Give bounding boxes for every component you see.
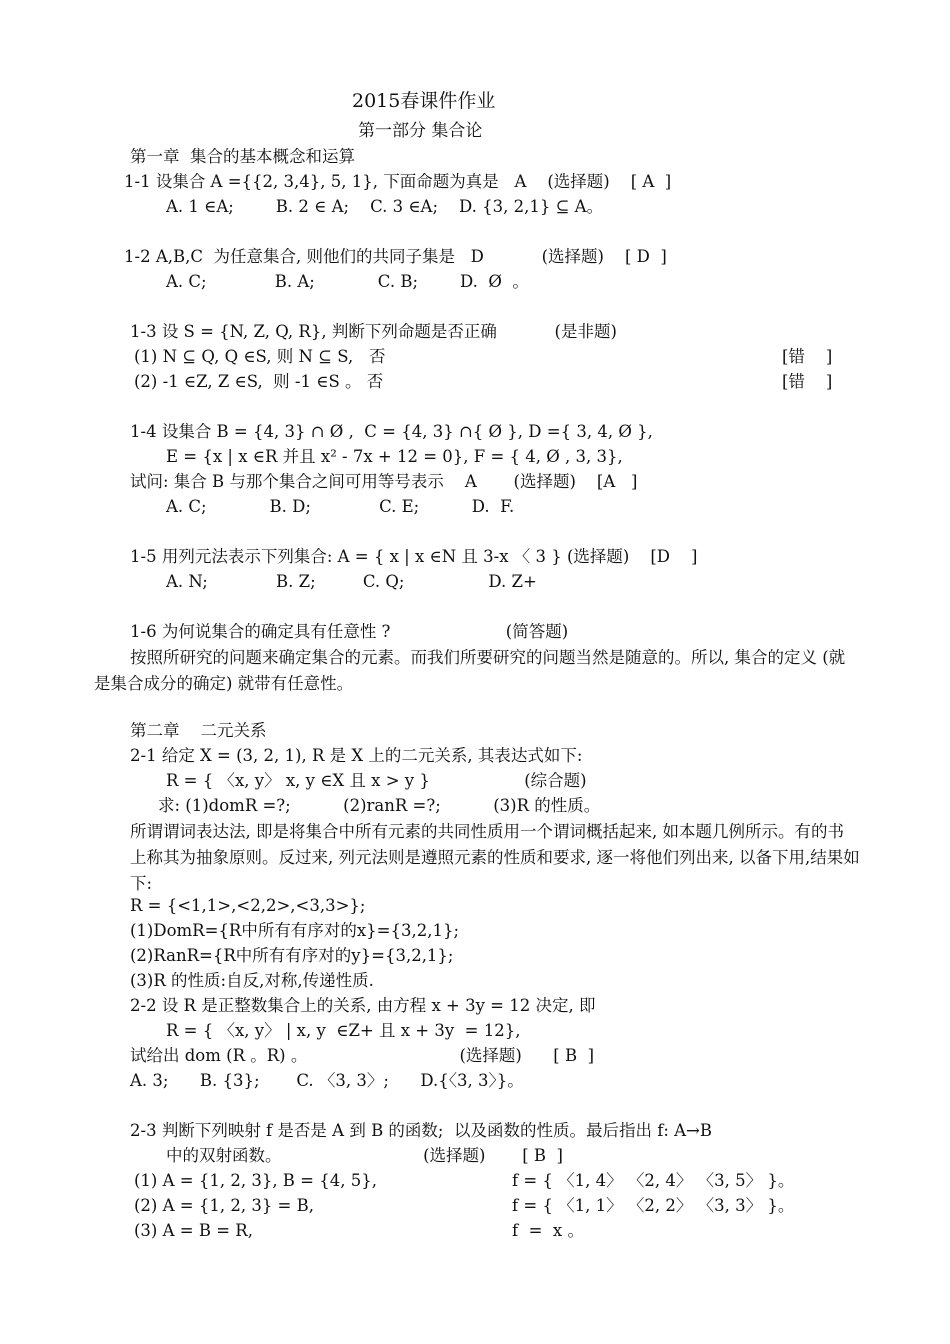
question-2-1-stem: 2-1 给定 X = (3, 2, 1), R 是 X 上的二元关系, 其表达式如下: xyxy=(130,746,583,765)
question-2-2-stem: 2-2 设 R 是正整数集合上的关系, 由方程 x + 3y = 12 决定, 即 xyxy=(130,996,596,1015)
question-2-1-dom-line: (1)DomR={R中所有有序对的x}={3,2,1}; xyxy=(130,921,460,940)
question-1-3-answer-2: [错 ] xyxy=(782,372,833,391)
question-2-1-answer: 所谓谓词表达法, 即是将集合中所有元素的共同性质用一个谓词概括起来, 如本题几例所示。有的书上称其为抽象原则。反过来, 列元法则是遵照元素的性质和要求, 逐一将他们列出来, 以备下用,结果如下: xyxy=(130,822,860,893)
question-1-5-options: A. N; B. Z; C. Q; D. Z+ xyxy=(166,572,537,591)
question-2-1-ask: 求: (1)domR =?; (2)ranR =?; (3)R 的性质。 xyxy=(158,796,601,815)
question-1-3-stem: 1-3 设 S = {N, Z, Q, R}, 判断下列命题是否正确 (是非题) xyxy=(130,322,617,341)
question-2-3-case-3-sets: (3) A = B = R, xyxy=(134,1221,253,1240)
question-2-3-case-2-map: f = { 〈1, 1〉 〈2, 2〉 〈3, 3〉 }。 xyxy=(512,1196,795,1215)
question-1-3-answer-1: [错 ] xyxy=(782,347,833,366)
question-2-3-case-1-sets: (1) A = {1, 2, 3}, B = {4, 5}, xyxy=(134,1171,377,1190)
question-2-2-ask: 试给出 dom (R 。R) 。 (选择题) [ B ] xyxy=(130,1046,595,1065)
question-2-3-case-1-map: f = { 〈1, 4〉 〈2, 4〉 〈3, 5〉 }。 xyxy=(512,1171,795,1190)
question-1-3-line-2: (2) -1 ∈Z, Z ∈S, 则 -1 ∈S 。 否 xyxy=(134,372,384,391)
question-1-4-line-1: 1-4 设集合 B = {4, 3} ∩ Ø , C = {4, 3} ∩{ Ø }, D ={ 3, 4, Ø }, xyxy=(130,422,653,441)
chapter-heading-1: 第一章 集合的基本概念和运算 xyxy=(130,147,355,166)
page-title: 2015春课件作业 xyxy=(352,90,496,112)
question-1-4-line-2: E = {x | x ∈R 并且 x² - 7x + 12 = 0}, F = { 4, Ø , 3, 3}, xyxy=(166,447,623,466)
question-2-2-expression: R = { 〈x, y〉 | x, y ∈Z+ 且 x + 3y = 12}, xyxy=(166,1021,521,1040)
question-2-1-ran-line: (2)RanR={R中所有有序对的y}={3,2,1}; xyxy=(130,946,454,965)
question-1-4-line-3: 试问: 集合 B 与那个集合之间可用等号表示 A (选择题) [A ] xyxy=(130,472,638,491)
chapter-heading-2: 第二章 二元关系 xyxy=(130,721,267,740)
question-1-6-answer: 按照所研究的问题来确定集合的元素。而我们所要研究的问题当然是随意的。所以, 集合的定义 (就是集合成分的确定) 就带有任意性。 xyxy=(94,648,846,693)
question-2-1-expression: R = { 〈x, y〉 x, y ∈X 且 x > y } (综合题) xyxy=(166,771,587,790)
question-1-6-stem: 1-6 为何说集合的确定具有任意性 ? (简答题) xyxy=(130,622,569,641)
question-1-1-stem: 1-1 设集合 A ={{2, 3,4}, 5, 1}, 下面命题为真是 A (选择题) [ A ] xyxy=(124,172,672,191)
question-2-3-stem-1: 2-3 判断下列映射 f 是否是 A 到 B 的函数; 以及函数的性质。最后指出 f: A→B xyxy=(130,1121,713,1140)
question-2-3-case-2-sets: (2) A = {1, 2, 3} = B, xyxy=(134,1196,315,1215)
question-1-5-stem: 1-5 用列元法表示下列集合: A = { x | x ∈N 且 3-x 〈 3 } (选择题) [D ] xyxy=(130,547,698,566)
question-2-2-options: A. 3; B. {3}; C. 〈3, 3〉; D.{〈3, 3〉}。 xyxy=(130,1071,524,1090)
question-2-1-property-line: (3)R 的性质:自反,对称,传递性质. xyxy=(130,971,374,990)
question-1-2-stem: 1-2 A,B,C 为任意集合, 则他们的共同子集是 D (选择题) [ D ] xyxy=(124,247,667,266)
question-1-1-options: A. 1 ∈A; B. 2 ∈ A; C. 3 ∈A; D. {3, 2,1} ⊆ A。 xyxy=(166,197,604,216)
question-1-2-options: A. C; B. A; C. B; D. Ø 。 xyxy=(166,272,529,291)
question-1-4-options: A. C; B. D; C. E; D. F. xyxy=(166,497,515,516)
question-2-3-stem-2: 中的双射函数。 (选择题) [ B ] xyxy=(166,1146,563,1165)
question-2-3-case-3-map: f = x 。 xyxy=(512,1221,584,1240)
question-1-3-line-1: (1) N ⊆ Q, Q ∈S, 则 N ⊆ S, 否 xyxy=(134,347,386,366)
question-2-1-r-line: R = {<1,1>,<2,2>,<3,3>}; xyxy=(130,896,366,915)
part-heading: 第一部分 集合论 xyxy=(358,121,483,141)
